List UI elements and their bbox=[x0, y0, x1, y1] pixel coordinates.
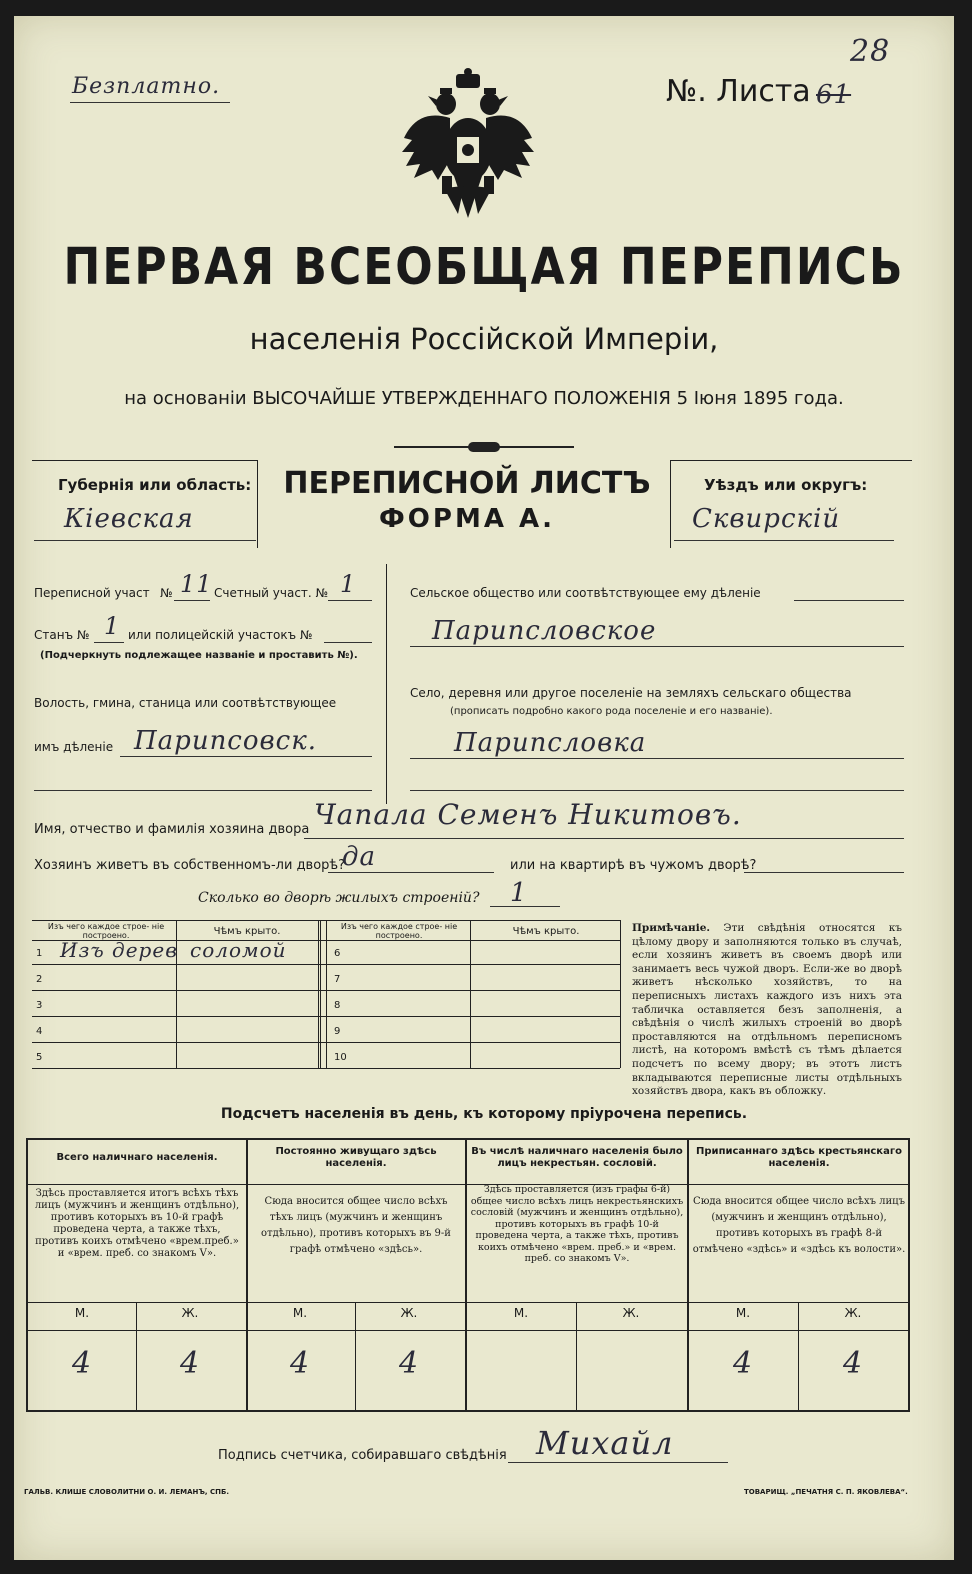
summary-head-1: Всего наличнаго населенія. bbox=[56, 1152, 218, 1163]
own-yard-value: да bbox=[342, 842, 376, 872]
summary-desc-1: Здѣсь проставляется итогъ всѣхъ тѣхъ лицъ (мужчинъ и женщинъ отдѣльно), противъ которыхъ въ 10-й графѣ проведена черта, а также тѣхъ, противъ коихъ отмѣчено «врем.преб.» и «врем. преб. со знакомъ V». bbox=[34, 1188, 240, 1259]
census-sheet bbox=[14, 16, 954, 1560]
summary-desc-2: Сюда вносится общее число всѣхъ тѣхъ лицъ (мужчинъ и женщинъ отдѣльно), противъ которыхъ въ 9-й графѣ отмѣчено «здѣсь». bbox=[261, 1196, 451, 1255]
district-label: Уѣздъ или округъ: bbox=[704, 476, 868, 494]
sheet-number-label: №. Листа bbox=[666, 74, 811, 109]
row-num: 7 bbox=[334, 974, 341, 985]
summary-desc-3: Здѣсь проставляется (изъ графы 6-й) общее число всѣхъ лицъ некрестьянскихъ сословій (мужчинъ и женщинъ отдѣльно), противъ которыхъ въ графѣ 10-й проведена черта, а также тѣхъ, противъ коихъ отмѣчено «врем. преб.» и «врем. преб. со знакомъ V». bbox=[470, 1184, 684, 1264]
counting-district-value: 1 bbox=[340, 570, 357, 598]
census-district-no: № bbox=[160, 586, 173, 600]
count-resident-f: 4 bbox=[398, 1346, 420, 1381]
page-title: ПЕРВАЯ ВСЕОБЩАЯ ПЕРЕПИСЬ bbox=[63, 238, 905, 297]
count-registered-f: 4 bbox=[842, 1346, 864, 1381]
row-num: 10 bbox=[334, 1052, 347, 1063]
row-material: Изъ дерев bbox=[60, 938, 178, 962]
buildings-label: Сколько во дворѣ жилыхъ строеній? bbox=[198, 890, 480, 906]
village-value: Парипсловка bbox=[454, 728, 647, 758]
page-subtitle: населенія Россійской Имперіи, bbox=[249, 322, 719, 356]
m-label: М. bbox=[735, 1306, 751, 1320]
sheet-number-written: 28 bbox=[850, 34, 891, 69]
imperial-eagle-emblem bbox=[398, 68, 538, 238]
legal-basis: на основаніи ВЫСОЧАЙШЕ УТВЕРЖДЕННАГО ПОЛОЖЕНІЯ 5 Іюня 1895 года. bbox=[124, 388, 844, 409]
m-label: М. bbox=[74, 1306, 90, 1320]
owner-name-label: Имя, отчество и фамилія хозяина двора bbox=[34, 822, 310, 837]
col-roof-left: Чѣмъ крыто. bbox=[213, 926, 281, 937]
row-num: 1 bbox=[36, 948, 43, 959]
summary-title: Подсчетъ населенія въ день, къ которому пріурочена перепись. bbox=[220, 1106, 748, 1122]
society-label: Сельское общество или соотвѣтствующее ему дѣленіе bbox=[410, 586, 761, 600]
f-label: Ж. bbox=[400, 1306, 418, 1320]
census-district-value: 11 bbox=[180, 570, 213, 598]
census-district-label: Переписной участ bbox=[34, 586, 150, 600]
rented-label: или на квартирѣ въ чужомъ дворѣ? bbox=[510, 858, 757, 873]
note-lead: Примѣчаніе. bbox=[632, 922, 711, 934]
province-label: Губернія или область: bbox=[58, 476, 252, 494]
volost-value: Парипсовск. bbox=[134, 726, 318, 756]
row-num: 2 bbox=[36, 974, 43, 985]
footer-right: ТОВАРИЩ. „ПЕЧАТНЯ С. П. ЯКОВЛЕВА“. bbox=[744, 1488, 908, 1496]
signature-value: Михайл bbox=[536, 1424, 674, 1462]
count-total-m: 4 bbox=[71, 1346, 93, 1381]
f-label: Ж. bbox=[622, 1306, 640, 1320]
f-label: Ж. bbox=[181, 1306, 199, 1320]
row-num: 5 bbox=[36, 1052, 43, 1063]
society-value: Парипсловское bbox=[432, 616, 657, 646]
owner-name-value: Чапала Семенъ Никитовъ. bbox=[314, 798, 742, 831]
counting-district-label: Счетный участ. № bbox=[214, 586, 329, 600]
row-num: 4 bbox=[36, 1026, 43, 1037]
volost-label: Волость, гмина, станица или соотвѣтствующее bbox=[34, 696, 337, 710]
summary-desc-4: Сюда вносится общее число всѣхъ лицъ (мужчинъ и женщинъ отдѣльно), противъ которыхъ въ графѣ 8-й отмѣчено «здѣсь» и «здѣсь къ волости». bbox=[692, 1196, 906, 1255]
underline-note: (Подчеркнуть подлежащее названіе и проставить №). bbox=[40, 650, 358, 661]
summary-head-4: Приписаннаго здѣсь крестьянскаго населенія. bbox=[696, 1146, 902, 1169]
ornament-divider bbox=[394, 442, 574, 452]
footer-left: ГАЛЬВ. КЛИШЕ СЛОВОЛИТНИ О. И. ЛЕМАНЪ, СПБ. bbox=[24, 1488, 230, 1496]
col-material-right: Изъ чего каждое строе- ніе построено. bbox=[340, 922, 458, 940]
row-num: 6 bbox=[334, 948, 341, 959]
m-label: М. bbox=[513, 1306, 529, 1320]
village-label: Село, деревня или другое поселеніе на земляхъ сельскаго общества bbox=[410, 686, 852, 700]
row-num: 8 bbox=[334, 1000, 341, 1011]
summary-head-3: Въ числѣ наличнаго населенія было лицъ некрестьян. сословій. bbox=[471, 1146, 683, 1169]
m-label: М. bbox=[292, 1306, 308, 1320]
row-num: 3 bbox=[36, 1000, 43, 1011]
col-roof-right: Чѣмъ крыто. bbox=[512, 926, 580, 937]
note-text: Эти свѣдѣнія относятся къ цѣлому двору и заполняются только въ случаѣ, если хозяинъ живетъ въ своемъ дворѣ или занимаетъ весь чужой дворъ. Если-же во дворѣ живетъ нѣсколько хозяйствъ, то на переписныхъ листахъ каждого изъ нихъ эта табличка оставляется безъ заполненія, а свѣдѣнія о числѣ жилыхъ строеній во дворѣ проставляются на отдѣльномъ переписномъ листѣ, на которомъ вмѣстѣ съ тѣмъ дѣлается подсчетъ по всему двору; въ этотъ листъ вкладываются переписные листы отдѣльныхъ хозяйствъ двора, какъ въ обложку. bbox=[632, 922, 902, 1098]
f-label: Ж. bbox=[844, 1306, 862, 1320]
count-registered-m: 4 bbox=[732, 1346, 754, 1381]
district-value: Сквирскій bbox=[692, 504, 841, 534]
row-num: 9 bbox=[334, 1026, 341, 1037]
volost-label-2: имъ дѣленіе bbox=[34, 740, 114, 754]
sheet-number-crossed: 61 bbox=[816, 80, 852, 110]
stan-label: Станъ № bbox=[34, 628, 90, 642]
count-total-f: 4 bbox=[179, 1346, 201, 1381]
village-note: (прописать подробно какого рода поселеніе и его названіе). bbox=[450, 706, 773, 717]
signature-label: Подпись счетчика, собиравшаго свѣдѣнія bbox=[218, 1448, 507, 1463]
own-yard-label: Хозяинъ живетъ въ собственномъ-ли дворѣ? bbox=[34, 858, 346, 873]
count-resident-m: 4 bbox=[289, 1346, 311, 1381]
row-roof: соломой bbox=[190, 938, 287, 962]
free-label: Безплатно. bbox=[72, 74, 221, 99]
summary-head-2: Постоянно живущаго здѣсь населенія. bbox=[275, 1146, 437, 1169]
stan-value: 1 bbox=[104, 612, 121, 640]
col-material-left: Изъ чего каждое строе- ніе построено. bbox=[47, 922, 165, 940]
buildings-value: 1 bbox=[510, 878, 528, 908]
province-value: Кіевская bbox=[64, 504, 194, 534]
form-subtitle: ФОРМА А. bbox=[379, 504, 555, 534]
police-district-label: или полицейскій участокъ № bbox=[128, 628, 313, 642]
note-block bbox=[632, 922, 902, 1099]
form-title: ПЕРЕПИСНОЙ ЛИСТЪ bbox=[283, 466, 651, 501]
